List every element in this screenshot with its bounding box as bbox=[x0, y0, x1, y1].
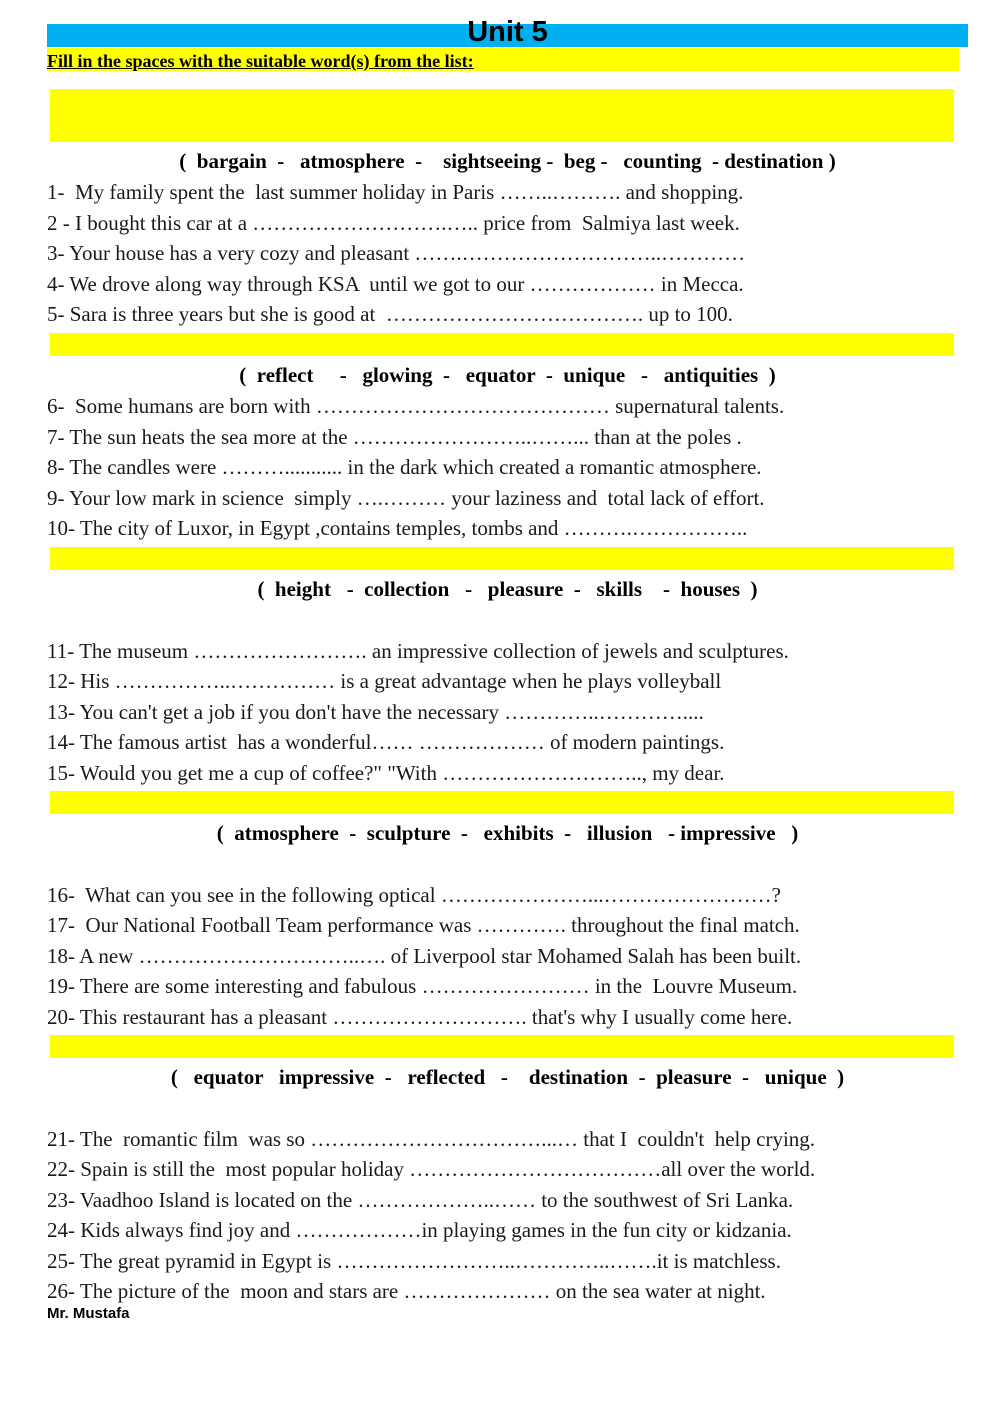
author-signature: Mr. Mustafa bbox=[47, 1305, 130, 1322]
word-list-5: ( equator impressive - reflected - destination - pleasure - unique ) bbox=[170, 1065, 845, 1089]
question-22: 22- Spain is still the most popular holiday ………………………………all over the world. bbox=[47, 1157, 816, 1181]
word-list-3: ( height - collection - pleasure - skills - houses ) bbox=[257, 577, 758, 601]
question-25: 25- The great pyramid in Egypt is ……………………..…………..…….it is matchless. bbox=[47, 1249, 781, 1273]
question-23: 23- Vaadhoo Island is located on the ………………..…… to the southwest of Sri Lanka. bbox=[47, 1188, 794, 1212]
divider-bar bbox=[50, 333, 954, 356]
question-4: 4- We drove along way through KSA until we got to our ……………… in Mecca. bbox=[47, 272, 744, 296]
question-17: 17- Our National Football Team performance was …………. throughout the final match. bbox=[47, 913, 800, 937]
question-18: 18- A new …………………………..…. of Liverpool star Mohamed Salah has been built. bbox=[47, 944, 802, 968]
question-14: 14- The famous artist has a wonderful…… ……………… of modern paintings. bbox=[47, 730, 725, 754]
question-9: 9- Your low mark in science simply ….……… your laziness and total lack of effort. bbox=[47, 486, 765, 510]
word-list-2: ( reflect - glowing - equator - unique - antiquities ) bbox=[239, 363, 776, 387]
question-21: 21- The romantic film was so ……………………………...… that I couldn't help crying. bbox=[47, 1127, 816, 1151]
question-3: 3- Your house has a very cozy and pleasant …….………………………..………… bbox=[47, 241, 746, 265]
question-13: 13- You can't get a job if you don't have the necessary …………..………….... bbox=[47, 700, 704, 724]
page-title: Unit 5 bbox=[467, 16, 548, 48]
question-7: 7- The sun heats the sea more at the ……………………..……... than at the poles . bbox=[47, 425, 742, 449]
question-5: 5- Sara is three years but she is good at ………………………………. up to 100. bbox=[47, 302, 733, 326]
instruction-text: Fill in the spaces with the suitable word(s) from the list: bbox=[47, 51, 474, 71]
question-12: 12- His ……………..…………… is a great advantage when he plays volleyball bbox=[47, 669, 722, 693]
word-list-4: ( atmosphere - sculpture - exhibits - illusion - impressive ) bbox=[216, 821, 799, 845]
divider-bar bbox=[50, 547, 954, 570]
question-19: 19- There are some interesting and fabulous …………………… in the Louvre Museum. bbox=[47, 974, 798, 998]
question-6: 6- Some humans are born with …………………………………… supernatural talents. bbox=[47, 394, 785, 418]
question-11: 11- The museum ……………………. an impressive collection of jewels and sculptures. bbox=[47, 639, 789, 663]
question-10: 10- The city of Luxor, in Egypt ,contains temples, tombs and ……….…………….. bbox=[47, 516, 748, 540]
question-26: 26- The picture of the moon and stars are ………………… on the sea water at night. bbox=[47, 1279, 766, 1303]
question-8: 8- The candles were ………........... in the dark which created a romantic atmosphere. bbox=[47, 455, 762, 479]
word-list-1: ( bargain - atmosphere - sightseeing - beg - counting - destination ) bbox=[179, 149, 836, 173]
divider-bar bbox=[50, 1035, 954, 1058]
question-24: 24- Kids always find joy and ………………in playing games in the fun city or kidzania. bbox=[47, 1218, 792, 1242]
question-15: 15- Would you get me a cup of coffee?" "With ……………………….., my dear. bbox=[47, 761, 725, 785]
answer-box bbox=[50, 89, 954, 142]
question-20: 20- This restaurant has a pleasant ………………………. that's why I usually come here. bbox=[47, 1005, 793, 1029]
question-2: 2 - I bought this car at a ……………………….….. price from Salmiya last week. bbox=[47, 211, 740, 235]
divider-bar bbox=[50, 791, 954, 814]
question-16: 16- What can you see in the following optical …………………...……………………? bbox=[47, 883, 781, 907]
question-1: 1- My family spent the last summer holiday in Paris ……..………. and shopping. bbox=[47, 180, 744, 204]
